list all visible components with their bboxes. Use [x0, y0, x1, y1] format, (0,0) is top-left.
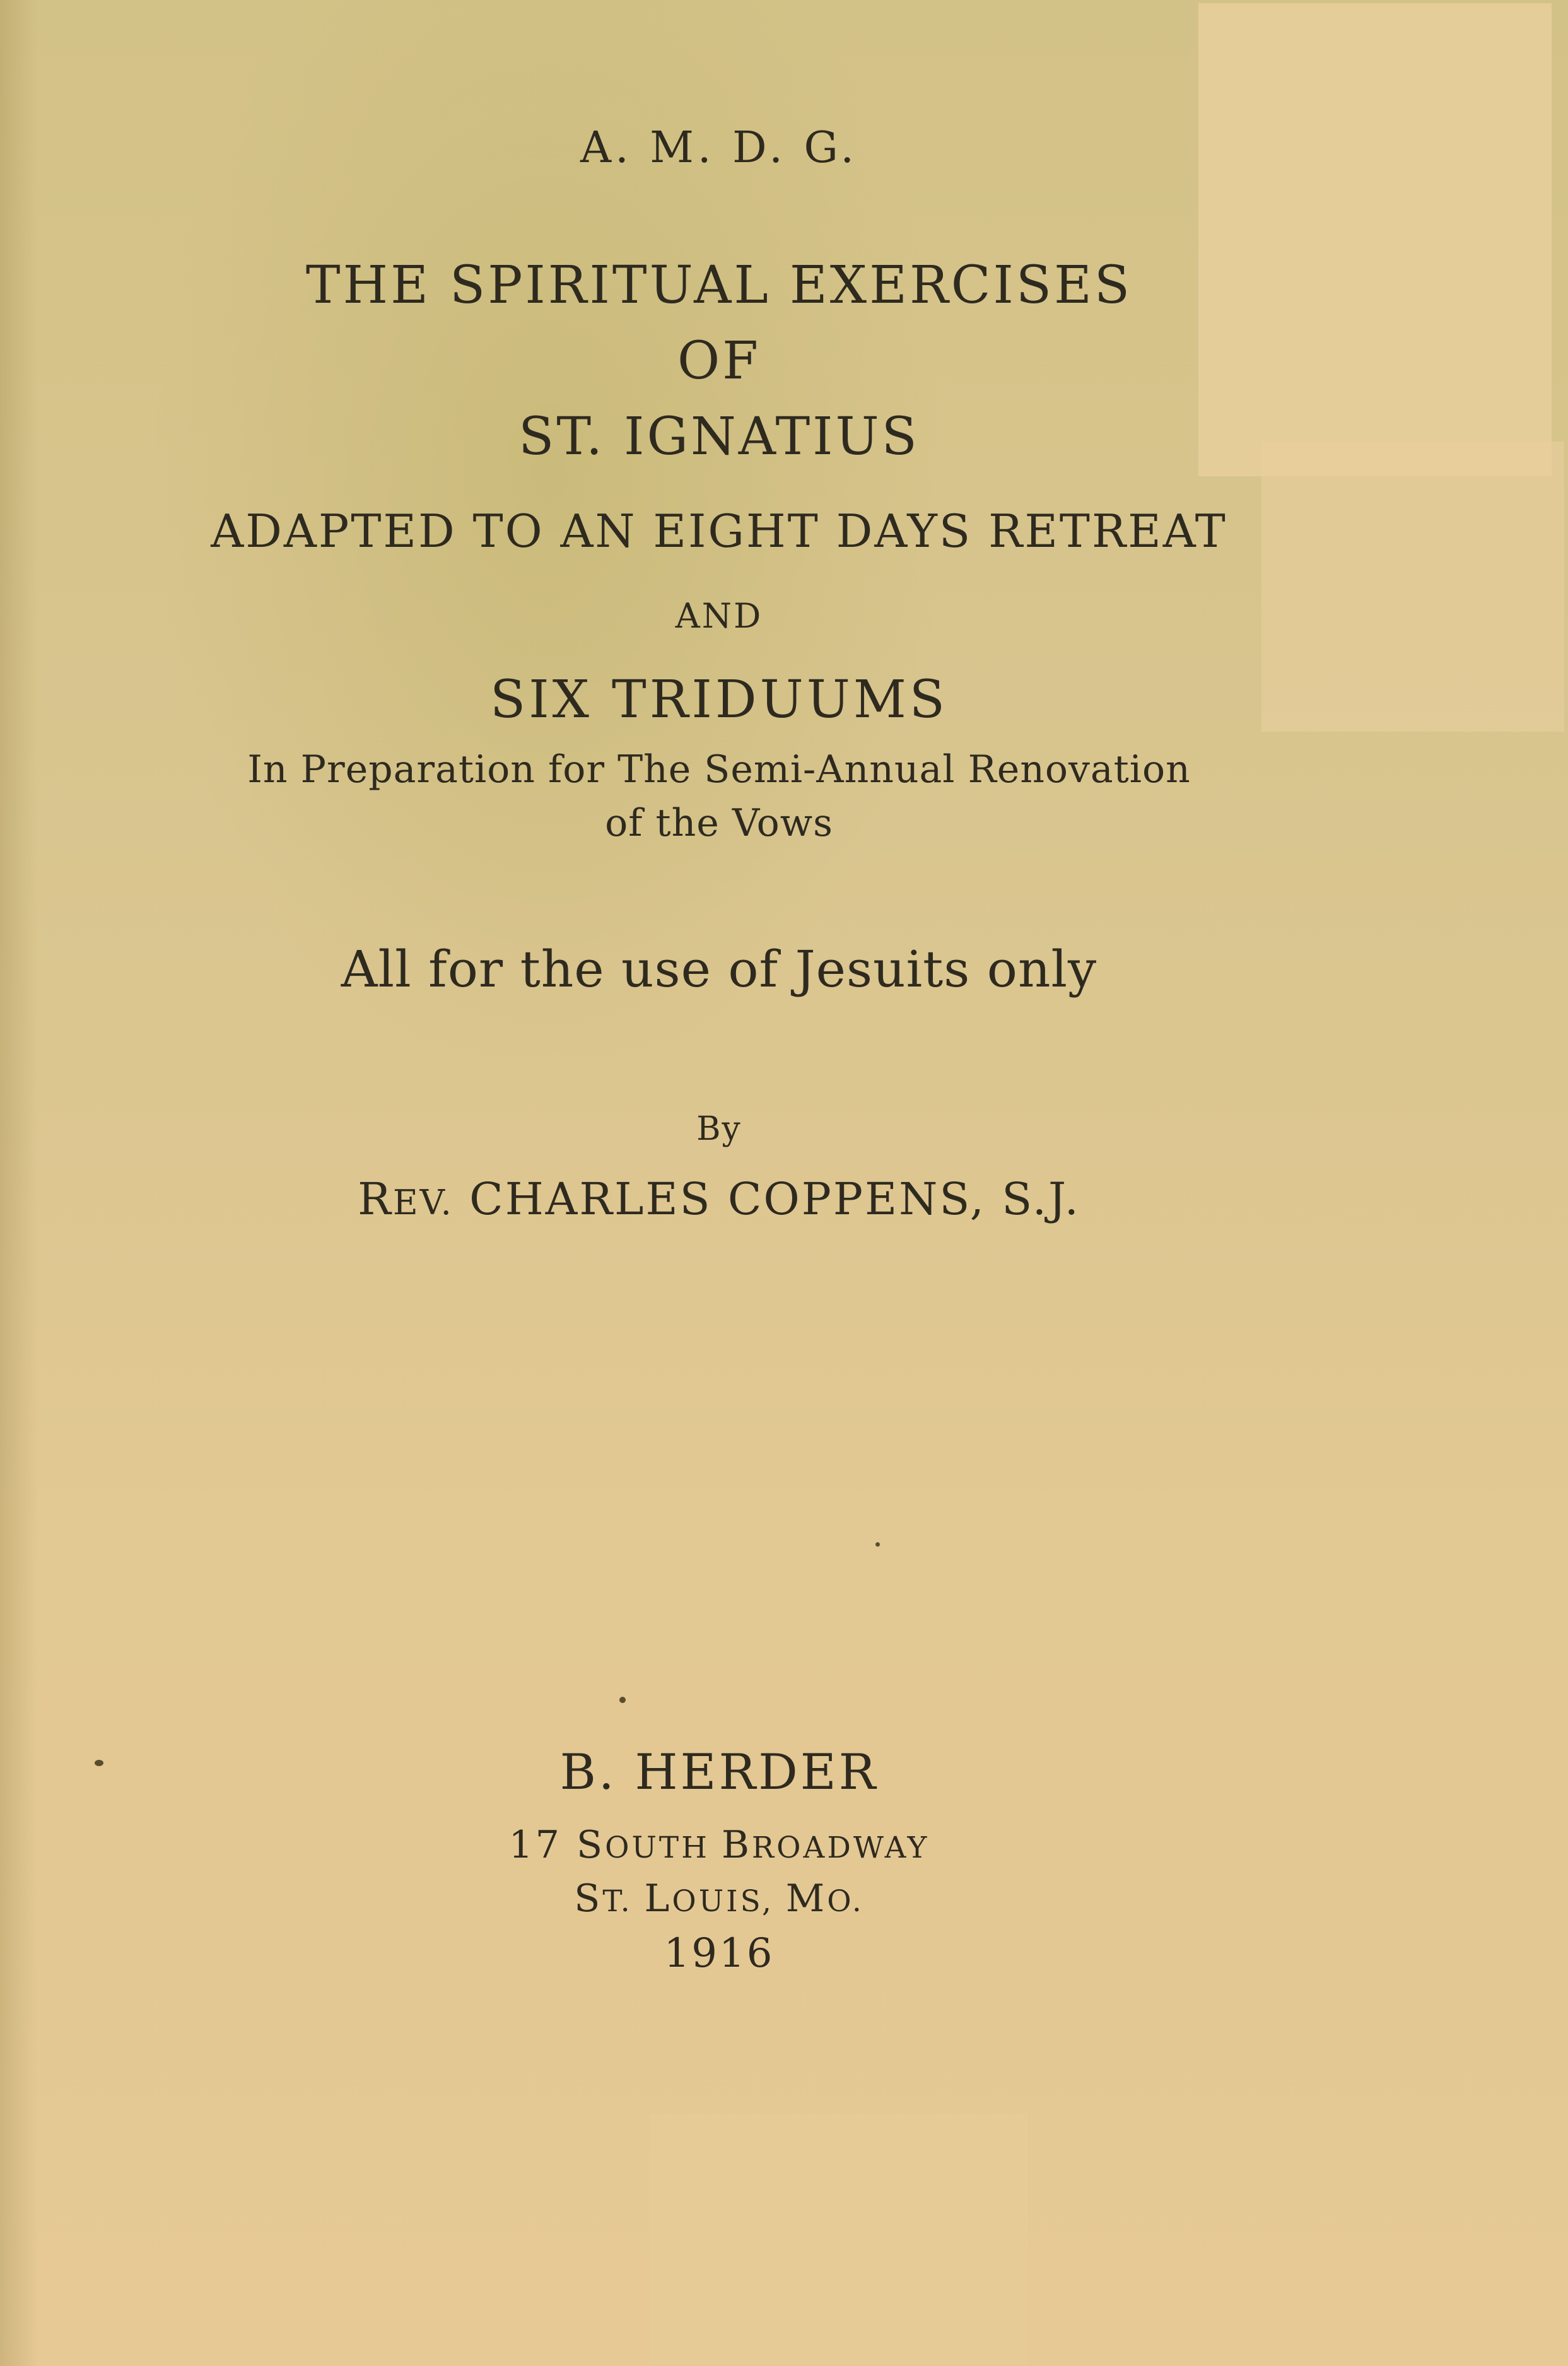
- publisher-city: [0, 1877, 1438, 1921]
- title-line-1: THE SPIRITUAL EXERCISES: [305, 255, 1133, 315]
- publisher-name: B. HERDER: [559, 1744, 879, 1801]
- address-south-rest: OUTH: [605, 1831, 722, 1865]
- subtitle-adapted: ADAPTED TO AN EIGHT DAYS RETREAT: [211, 505, 1227, 558]
- author-full-name: CHARLES COPPENS, S.J.: [453, 1173, 1080, 1225]
- dedication-amdg: A. M. D. G.: [580, 123, 858, 173]
- subtitle-six-triduums: SIX TRIDUUMS: [490, 670, 948, 730]
- city-st-rest: T.: [602, 1885, 645, 1919]
- title-line-3: ST. IGNATIUS: [518, 407, 920, 467]
- city-mo-initial: M: [785, 1877, 828, 1921]
- paper-speck: [95, 1760, 103, 1766]
- title-line-2: OF: [677, 331, 761, 391]
- address-south-initial: S: [576, 1823, 606, 1867]
- paper-speck: [619, 1697, 626, 1703]
- paper-speck: [875, 1542, 880, 1547]
- city-mo-rest: O.: [827, 1885, 864, 1919]
- preparation-line-2: of the Vows: [605, 801, 833, 845]
- address-broadway-initial: B: [721, 1823, 752, 1867]
- author-rev-rest: EV.: [392, 1182, 453, 1222]
- publication-year: 1916: [664, 1930, 775, 1977]
- address-number: 17: [508, 1823, 577, 1867]
- subtitle-and: AND: [675, 596, 763, 636]
- city-louis-rest: OUIS,: [672, 1885, 786, 1919]
- preparation-line-1: In Preparation for The Semi-Annual Renovation: [247, 747, 1191, 792]
- city-louis-initial: L: [644, 1877, 672, 1921]
- publisher-address: [0, 1823, 1438, 1867]
- city-st-initial: S: [574, 1877, 603, 1921]
- author-rev-initial: R: [358, 1173, 393, 1225]
- address-broadway-rest: ROADWAY: [751, 1831, 930, 1865]
- paper-patch: [1198, 3, 1552, 476]
- paper-patch: [650, 2113, 1028, 2365]
- audience-note: All for the use of Jesuits only: [341, 940, 1097, 999]
- by-label: By: [696, 1110, 742, 1148]
- author-name: [0, 1173, 1438, 1225]
